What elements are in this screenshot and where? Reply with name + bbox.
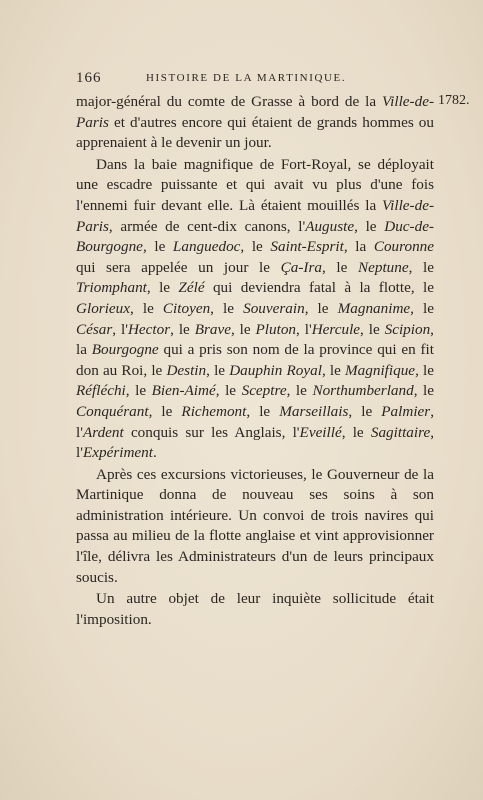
ship-name: Glorieux xyxy=(76,299,130,317)
ship-name: Ville-de-Paris xyxy=(76,196,434,235)
ship-name: Bien-Aimé xyxy=(151,382,216,400)
text-run: qui sera appelée un jour le xyxy=(76,258,281,276)
text-run: , le xyxy=(246,402,280,420)
text-run: , le xyxy=(408,258,434,276)
text-run: , le xyxy=(170,320,195,338)
text-run: , le xyxy=(130,299,163,317)
text-run: qui a pris son nom de la province qui en fit don au Roi, le xyxy=(76,341,434,379)
ship-name: Réfléchi xyxy=(76,382,126,400)
ship-name: Palmier xyxy=(381,402,431,420)
text-run: , le xyxy=(215,382,242,400)
text-run: , le xyxy=(413,382,435,400)
text-run: . xyxy=(152,444,157,462)
ship-name: Sceptre xyxy=(241,382,287,400)
ship-name: Ardent xyxy=(82,423,124,441)
ship-name: Sagittaire xyxy=(370,423,431,441)
ship-name: Northumberland xyxy=(312,382,414,400)
text-run: , le xyxy=(410,299,435,317)
page-header xyxy=(76,70,416,90)
ship-name: Ça-Ira xyxy=(280,258,322,276)
text-run: qui deviendra fatal à la flotte, le xyxy=(204,279,434,297)
text-run: , le xyxy=(415,361,434,379)
text-run: , le xyxy=(304,299,338,317)
ship-name: Destin xyxy=(166,361,207,379)
ship-name: Souverain xyxy=(243,299,305,317)
ship-name: Eveillé xyxy=(299,423,342,441)
text-run: , l' xyxy=(296,320,312,338)
text-run: , l' xyxy=(76,402,434,441)
paragraph-3 xyxy=(76,465,434,589)
paragraph-1 xyxy=(76,92,434,154)
ship-name: Richemont xyxy=(181,402,247,420)
ship-name: Auguste xyxy=(305,217,355,235)
ship-name: Duc-de-Bourgogne xyxy=(76,217,434,256)
text-run: Un autre objet de leur inquiète sollicitude était l'imposition. xyxy=(76,590,434,628)
text-run: , le xyxy=(146,279,179,297)
text-run: , le xyxy=(125,382,152,400)
text-run: , le xyxy=(206,361,230,379)
text-run: , le xyxy=(240,238,271,256)
ship-name: Languedoc xyxy=(172,238,241,256)
text-run: , le xyxy=(354,217,385,235)
text-run: , le xyxy=(286,382,313,400)
ship-name: Magnifique xyxy=(345,361,416,379)
ship-name: Scipion xyxy=(384,320,431,338)
ship-name: Ville-de-Paris xyxy=(76,93,434,131)
ship-name: Citoyen xyxy=(162,299,211,317)
ship-name: Saint-Esprit xyxy=(270,238,344,256)
text-run: , l' xyxy=(76,423,434,462)
text-run: , le xyxy=(321,361,346,379)
text-run: et d'autres encore qui étaient de grands hommes ou apprenaient à le devenir un jour. xyxy=(76,113,434,152)
ship-name: César xyxy=(76,320,113,338)
ship-name: Neptune xyxy=(357,258,409,276)
page-number: 166 xyxy=(76,70,102,86)
text-run: , la xyxy=(343,238,374,256)
text-run: , le xyxy=(142,238,173,256)
text-run: , l' xyxy=(112,320,128,338)
text-run: , le xyxy=(321,258,358,276)
ship-name: Bourgogne xyxy=(91,341,159,359)
text-run: , le xyxy=(230,320,256,338)
ship-name: Dauphin Royal xyxy=(229,361,322,379)
text-run: major-général du comte de Grasse à bord de la xyxy=(76,93,382,110)
text-run: , le xyxy=(148,402,182,420)
text-run: conquis sur les Anglais, l' xyxy=(123,423,300,441)
ship-name: Hercule xyxy=(311,320,361,338)
paragraph-4 xyxy=(76,589,434,630)
ship-name: Couronne xyxy=(373,238,434,256)
text-run: , le xyxy=(341,423,371,441)
ship-name: Triomphant xyxy=(76,279,147,297)
ship-name: Brave xyxy=(194,320,231,338)
text-run: , le xyxy=(210,299,244,317)
text-run: , armée de cent-dix canons, l' xyxy=(108,217,306,235)
ship-name: Conquérant xyxy=(76,402,149,420)
ship-name: Expériment xyxy=(82,444,153,462)
paragraph-2 xyxy=(76,155,434,464)
running-title: HISTOIRE DE LA MARTINIQUE. xyxy=(146,72,347,84)
text-run: , le xyxy=(348,402,382,420)
ship-name: Pluton xyxy=(255,320,297,338)
ship-name: Hector xyxy=(127,320,171,338)
text-run: Après ces excursions victorieuses, le Gouverneur de la Martinique donna de nouveau ses soins à son administration intérieure. Un convoi de trois navires qui passa au milieu de la flotte anglaise et vint approvisionner l'île, délivra les Administrateurs d'un de leurs principaux soucis. xyxy=(76,465,434,586)
ship-name: Marseillais xyxy=(279,402,349,420)
body-text xyxy=(76,92,434,630)
text-run: Dans la baie magnifique de Fort-Royal, se déployait une escadre puissante et qui avait vu plus d'une fois l'ennemi fuir devant elle. Là étaient mouillés la xyxy=(76,155,434,214)
margin-year: 1782. xyxy=(438,93,470,108)
text-run: , la xyxy=(76,320,434,359)
ship-name: Zélé xyxy=(178,279,205,297)
text-run: , le xyxy=(360,320,385,338)
ship-name: Magnanime xyxy=(337,299,411,317)
